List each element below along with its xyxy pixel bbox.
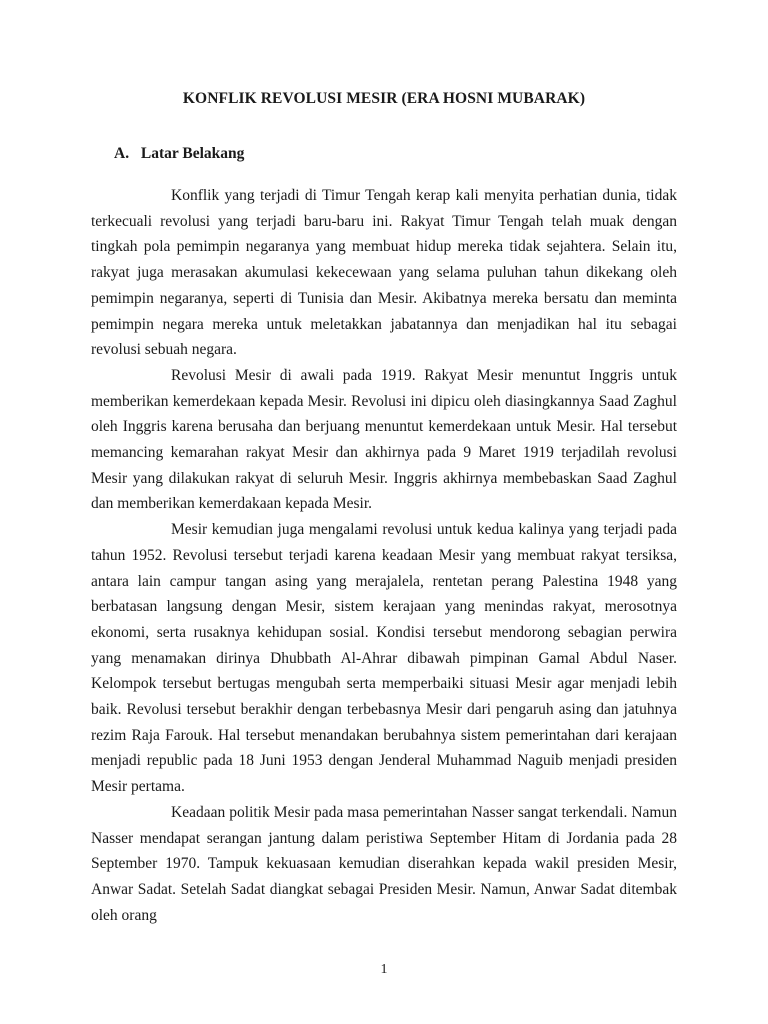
paragraph: Keadaan politik Mesir pada masa pemerintahan Nasser sangat terkendali. Namun Nasser mendapat serangan jantung dalam peristiwa September Hitam di Jordania pada 28 September 1970. Tampuk kekuasaan kemudian diserahkan kepada wakil presiden Mesir, Anwar Sadat. Setelah Sadat diangkat sebagai Presiden Mesir. Namun, Anwar Sadat ditembak oleh orang	[91, 803, 677, 924]
paragraph: Konflik yang terjadi di Timur Tengah kerap kali menyita perhatian dunia, tidak terkecuali revolusi yang terjadi baru-baru ini. Rakyat Timur Tengah telah muak dengan tingkah pola pemimpin negaranya yang membuat hidup mereka tidak sejahtera. Selain itu, rakyat juga merasakan akumulasi kekecewaan yang selama puluhan tahun dikekang oleh pemimpin negaranya, seperti di Tunisia dan Mesir. Akibatnya mereka bersatu dan meminta pemimpin negara mereka untuk meletakkan jabatannya dan menjadikan hal itu sebagai revolusi sebuah negara.	[91, 187, 677, 359]
body-text	[91, 183, 677, 928]
paragraph: Revolusi Mesir di awali pada 1919. Rakyat Mesir menuntut Inggris untuk memberikan kemerdekaan kepada Mesir. Revolusi ini dipicu oleh diasingkannya Saad Zaghul oleh Inggris karena berusaha dan berjuang menuntut kemerdekaan untuk Mesir. Hal tersebut memancing kemarahan rakyat Mesir dan akhirnya pada 9 Maret 1919 terjadilah revolusi Mesir yang dilakukan rakyat di seluruh Mesir. Inggris akhirnya membebaskan Saad Zaghul dan memberikan kemerdakaan kepada Mesir.	[91, 366, 677, 513]
section-title: Latar Belakang	[140, 145, 245, 162]
section-heading	[114, 145, 244, 163]
paragraph: Mesir kemudian juga mengalami revolusi untuk kedua kalinya yang terjadi pada tahun 1952. Revolusi tersebut terjadi karena keadaan Mesir yang membuat rakyat tersiksa, antara lain campur tangan asing yang merajalela, rentetan perang Palestina 1948 yang berbatasan langsung dengan Mesir, sistem kerajaan yang menindas rakyat, merosotnya ekonomi, serta rusaknya kehidupan sosial. Kondisi tersebut mendorong sebagian perwira yang menamakan dirinya Dhubbath Al-Ahrar dibawah pimpinan Gamal Abdul Naser. Kelompok tersebut bertugas mengubah serta memperbaiki situasi Mesir agar menjadi lebih baik. Revolusi tersebut berakhir dengan terbebasnya Mesir dari pengaruh asing dan jatuhnya rezim Raja Farouk. Hal tersebut menandakan berubahnya sistem pemerintahan dari kerajaan menjadi republic pada 18 Juni 1953 dengan Jenderal Muhammad Naguib menjadi presiden Mesir pertama.	[91, 521, 677, 796]
document-title: KONFLIK REVOLUSI MESIR (ERA HOSNI MUBARAK)	[182, 90, 586, 107]
section-number: A.	[114, 145, 130, 162]
page-number: 1	[380, 962, 388, 977]
